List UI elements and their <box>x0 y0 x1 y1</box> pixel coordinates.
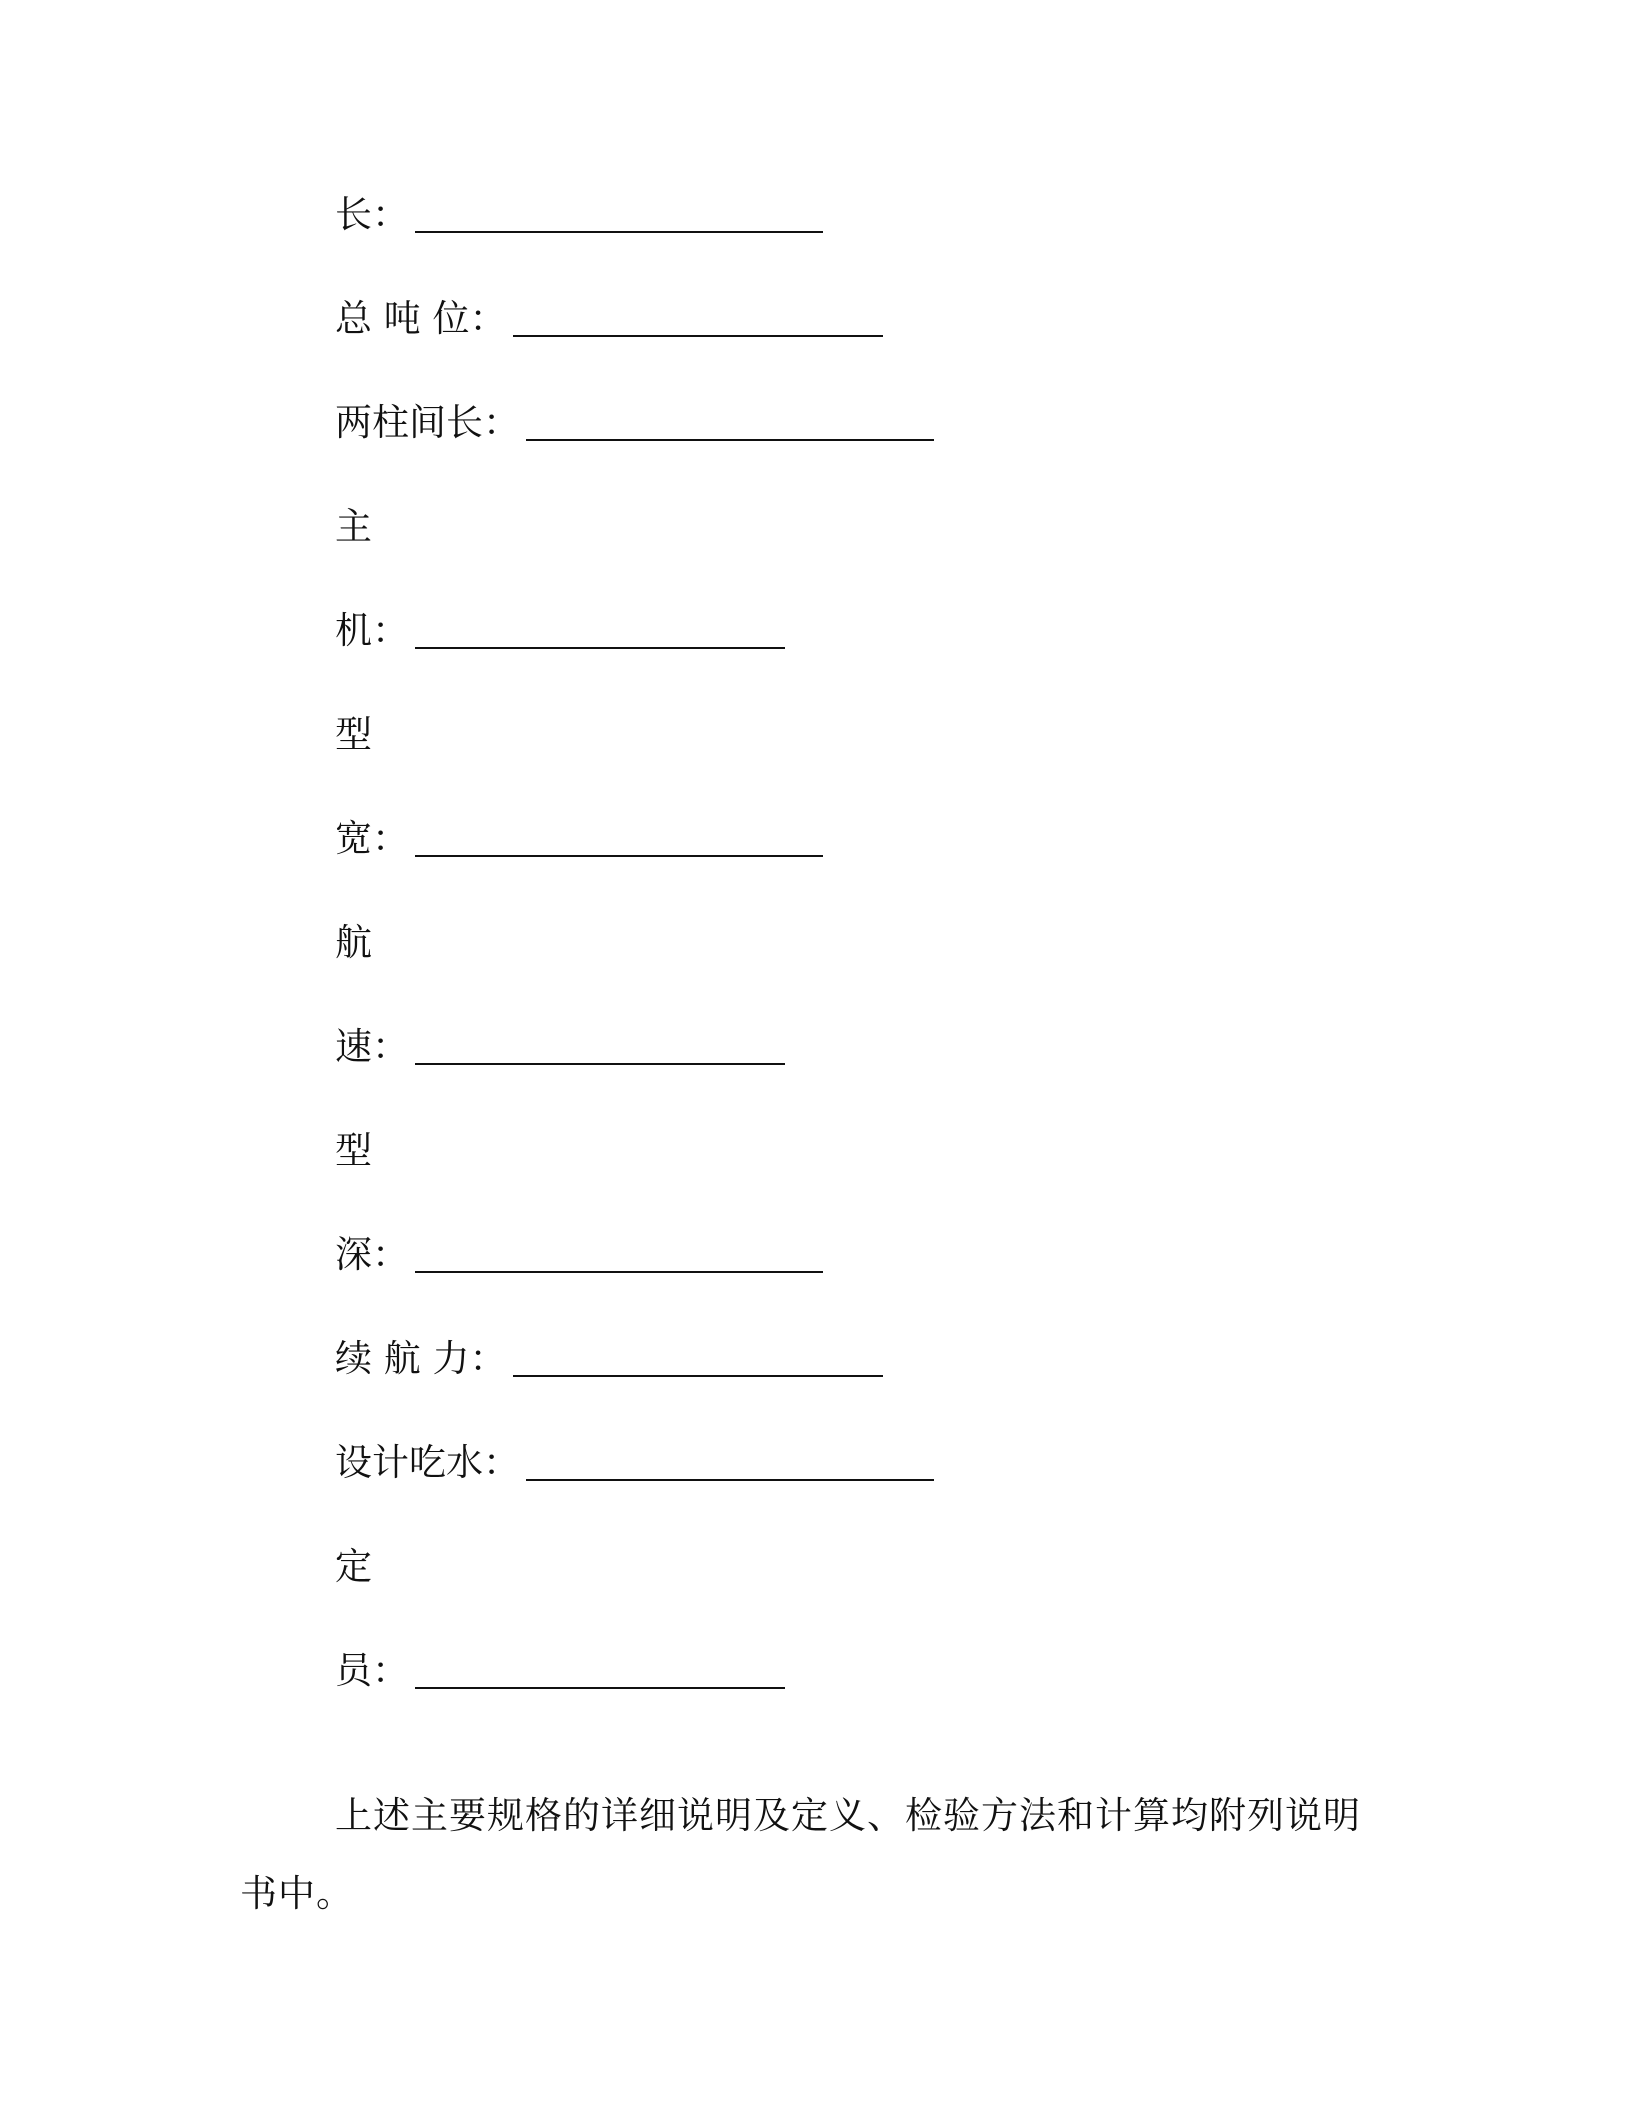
field-label: 航 <box>335 921 372 964</box>
fill-in-blank[interactable] <box>513 305 883 337</box>
field-complement-prefix <box>335 1539 372 1595</box>
field-length-between-perpendiculars <box>335 395 934 451</box>
field-label: 深： <box>335 1233 409 1276</box>
fill-in-blank[interactable] <box>415 617 785 649</box>
field-endurance <box>335 1331 883 1387</box>
field-label: 机： <box>335 609 409 652</box>
field-main-prefix <box>335 499 372 555</box>
field-label: 型 <box>335 713 372 756</box>
field-type-prefix <box>335 707 372 763</box>
field-type-prefix-2 <box>335 1123 372 1179</box>
field-breadth <box>335 811 823 867</box>
fill-in-blank[interactable] <box>526 409 934 441</box>
field-engine <box>335 603 785 659</box>
note-paragraph: 上述主要规格的详细说明及定义、检验方法和计算均附列说明书中。 <box>240 1794 1361 1915</box>
field-label: 主 <box>335 505 372 548</box>
field-label: 定 <box>335 1545 372 1588</box>
field-depth <box>335 1227 823 1283</box>
fill-in-blank[interactable] <box>415 201 823 233</box>
fill-in-blank[interactable] <box>526 1449 934 1481</box>
field-label: 员： <box>335 1649 409 1692</box>
field-label: 速： <box>335 1025 409 1068</box>
field-design-draft <box>335 1435 934 1491</box>
field-label: 两柱间长： <box>335 401 520 444</box>
field-label: 续 航 力： <box>335 1337 507 1380</box>
field-sail-prefix <box>335 915 372 971</box>
fill-in-blank[interactable] <box>415 1657 785 1689</box>
field-label: 长： <box>335 193 409 236</box>
field-gross-tonnage <box>335 291 883 347</box>
field-label: 宽： <box>335 817 409 860</box>
field-label: 总 吨 位： <box>335 297 507 340</box>
field-speed <box>335 1019 785 1075</box>
fill-in-blank[interactable] <box>513 1345 883 1377</box>
field-label: 型 <box>335 1129 372 1172</box>
fill-in-blank[interactable] <box>415 825 823 857</box>
fill-in-blank[interactable] <box>415 1241 823 1273</box>
fill-in-blank[interactable] <box>415 1033 785 1065</box>
field-length <box>335 187 823 243</box>
field-complement <box>335 1643 785 1699</box>
field-label: 设计吃水： <box>335 1441 520 1484</box>
